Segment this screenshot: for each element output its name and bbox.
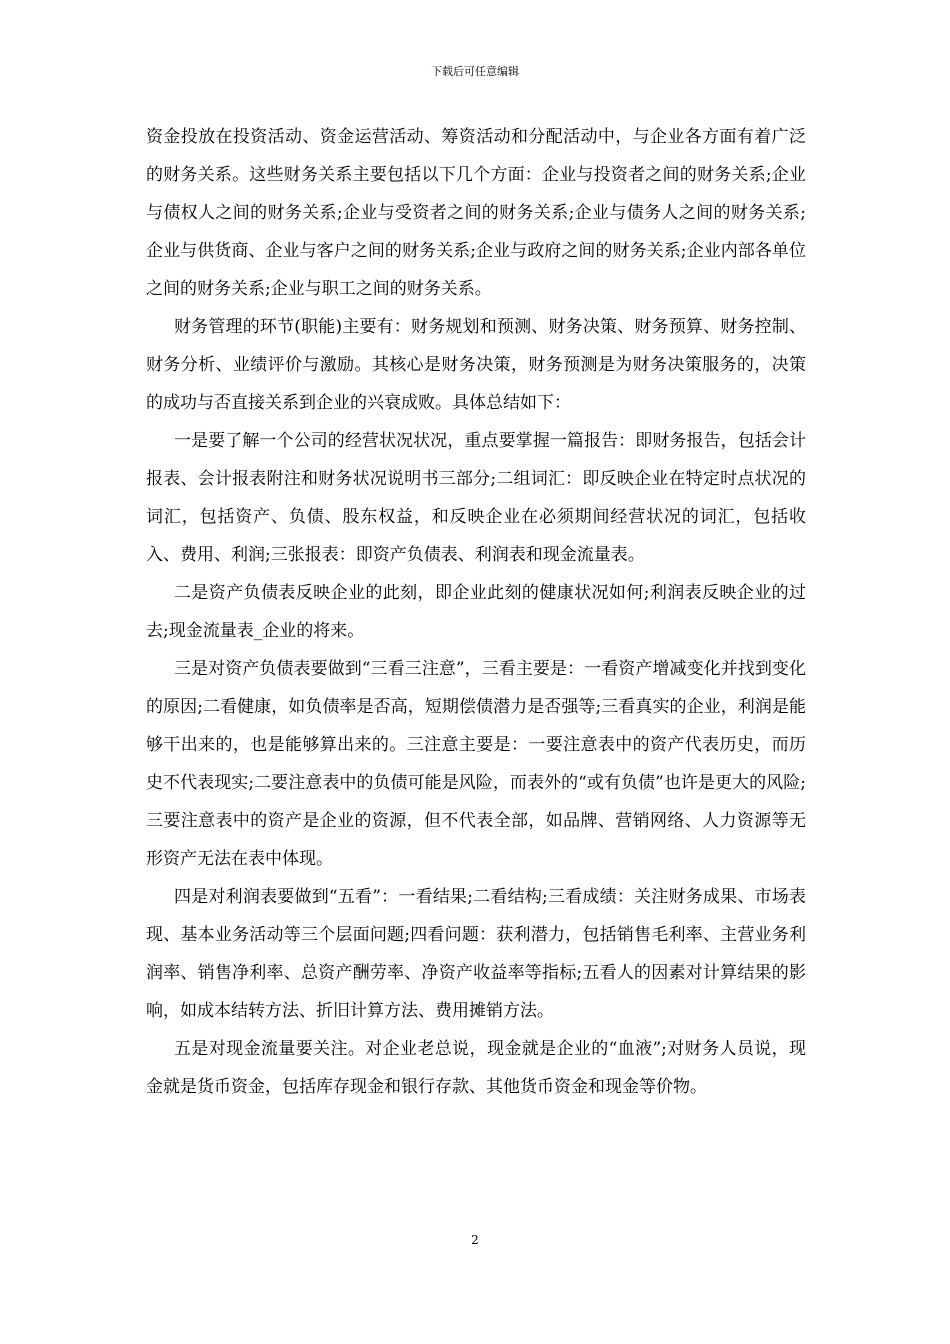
paragraph-point-two: 二是资产负债表反映企业的此刻，即企业此刻的健康状况如何;利润表反映企业的过去;现金流量表_企业的将来。 [146,583,806,641]
page-number: 2 [471,1233,479,1247]
paragraph-point-three: 三是对资产负债表要做到“三看三注意”，三看主要是：一看资产增减变化并找到变化的原因;二看健康，如负债率是否高，短期偿债潜力是否强等;三看真实的企业，利润是能够干出来的，也是能够算出来的。三注意主要是：一要注意表中的资产代表历史，而历史不代表现实;二要注意表中的负债可能是风险，而表外的“或有负债”也许是更大的风险;三要注意表中的资产是企业的资源，但不代表全部，如品牌、营销网络、人力资源等无形资产无法在表中体现。 [146,659,806,869]
paragraph-point-five: 五是对现金流量要关注。对企业老总说，现金就是企业的“血液”;对财务人员说，现金就是货币资金，包括库存现金和银行存款、其他货币资金和现金等价物。 [146,1039,806,1097]
document-body [146,118,806,1106]
page-header: 下载后可任意编辑 [431,65,519,78]
paragraph-management-stages: 财务管理的环节(职能)主要有：财务规划和预测、财务决策、财务预算、财务控制、财务分析、业绩评价与激励。其核心是财务决策，财务预测是为财务决策服务的，决策的成功与否直接关系到企业的兴衰成败。具体总结如下： [146,317,806,413]
paragraph-financial-relations: 资金投放在投资活动、资金运营活动、筹资活动和分配活动中，与企业各方面有着广泛的财务关系。这些财务关系主要包括以下几个方面：企业与投资者之间的财务关系;企业与债权人之间的财务关系;企业与受资者之间的财务关系;企业与债务人之间的财务关系;企业与供货商、企业与客户之间的财务关系;企业与政府之间的财务关系;企业内部各单位之间的财务关系;企业与职工之间的财务关系。 [146,127,806,299]
paragraph-point-four: 四是对利润表要做到“五看”：一看结果;二看结构;三看成绩：关注财务成果、市场表现、基本业务活动等三个层面问题;四看问题：获利潜力，包括销售毛利率、主营业务利润率、销售净利率、总资产酬劳率、净资产收益率等指标;五看人的因素对计算结果的影响，如成本结转方法、折旧计算方法、费用摊销方法。 [146,887,806,1021]
paragraph-point-one: 一是要了解一个公司的经营状况状况，重点要掌握一篇报告：即财务报告，包括会计报表、会计报表附注和财务状况说明书三部分;二组词汇：即反映企业在特定时点状况的词汇，包括资产、负债、股东权益，和反映企业在必须期间经营状况的词汇，包括收入、费用、利润;三张报表：即资产负债表、利润表和现金流量表。 [146,431,806,565]
